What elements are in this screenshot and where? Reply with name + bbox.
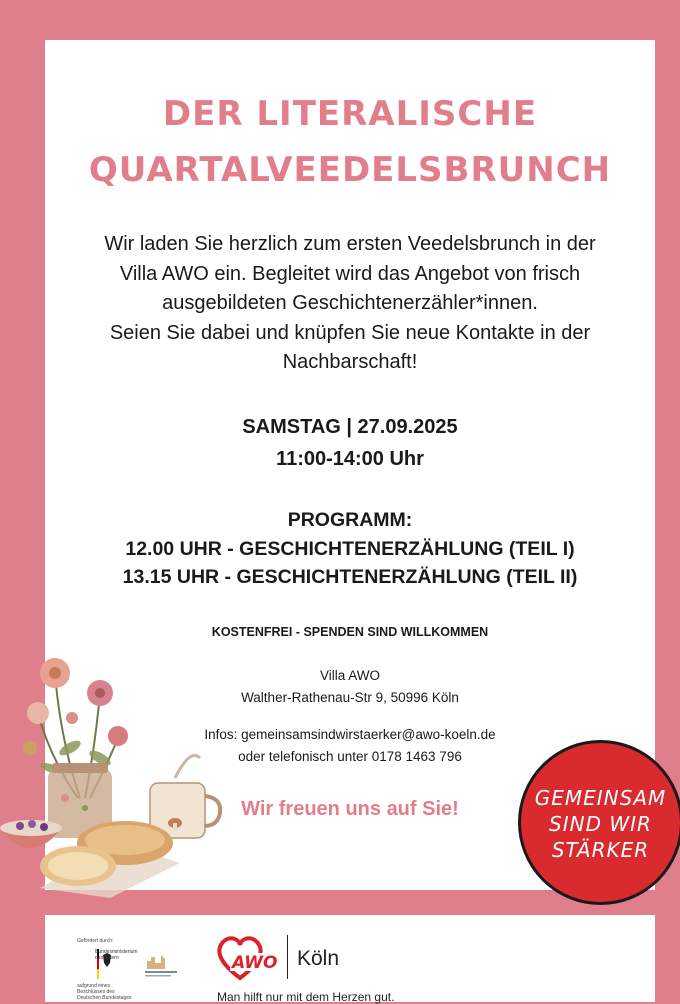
intro-line: Wir laden Sie herzlich zum ersten Veedelsbrunch in der <box>104 233 596 255</box>
awo-city: Köln <box>297 947 340 970</box>
svg-text:AWO: AWO <box>232 953 278 973</box>
intro-line: Seien Sie dabei und knüpfen Sie neue Kontakte in der <box>109 321 591 344</box>
title-line-1: DER LITERALISCHE <box>162 94 538 134</box>
infos-email: Infos: gemeinsamsindwirstaerker@awo-koeln.de <box>204 727 496 742</box>
badge-line: GEMEINSAM <box>534 786 667 810</box>
badge-line: STÄRKER <box>551 838 650 862</box>
awo-slogan: Man hilft nur mit dem Herzen gut. <box>217 990 395 1004</box>
cohesion-program-logo <box>141 949 181 979</box>
program <box>45 506 655 592</box>
awo-heart-logo <box>215 933 293 983</box>
time-line: 11:00-14:00 Uhr <box>276 448 424 470</box>
footer-logos <box>45 915 655 1002</box>
free-note: KOSTENFREI - SPENDEN SIND WILLKOMMEN <box>211 625 489 639</box>
badge-line: SIND WIR <box>549 812 652 836</box>
venue-address: Walther-Rathenau-Str 9, 50996 Köln <box>241 690 459 705</box>
welcome-text: Wir freuen uns auf Sie! <box>241 798 459 820</box>
event-date <box>45 411 655 475</box>
infos-phone: oder telefonisch unter 0178 1463 796 <box>238 749 462 764</box>
program-heading: PROGRAMM: <box>287 509 413 531</box>
venue-name: Villa AWO <box>319 668 381 683</box>
flyer-title <box>45 86 655 198</box>
title-line-2: QUARTALVEEDELSBRUNCH <box>88 150 612 190</box>
brunch-illustration <box>0 648 240 898</box>
intro-text <box>65 230 635 378</box>
program-item: 13.15 UHR - GESCHICHTENERZÄHLUNG (TEIL II) <box>122 566 578 588</box>
date-line: SAMSTAG | 27.09.2025 <box>242 416 458 438</box>
berry-bowl-icon <box>0 820 62 848</box>
badge-text <box>521 785 680 863</box>
ministry-name: Bundesministerium des Innern <box>95 949 138 961</box>
logo-divider <box>287 935 288 979</box>
solidarity-badge <box>518 740 680 905</box>
program-item: 12.00 UHR - GESCHICHTENERZÄHLUNG (TEIL I) <box>125 537 575 560</box>
intro-line: Nachbarschaft! <box>282 351 418 373</box>
intro-line: Villa AWO ein. Begleitet wird das Angebot von frisch <box>119 262 581 285</box>
intro-line: ausgebildeten Geschichtenerzähler*innen. <box>162 292 538 314</box>
funded-by-label: Gefördert durch: <box>77 938 114 944</box>
bundestag-note: aufgrund eines Beschlusses des Deutschen Bundestages <box>77 983 132 1001</box>
flower-icon <box>23 658 128 755</box>
mug-icon <box>150 756 220 839</box>
